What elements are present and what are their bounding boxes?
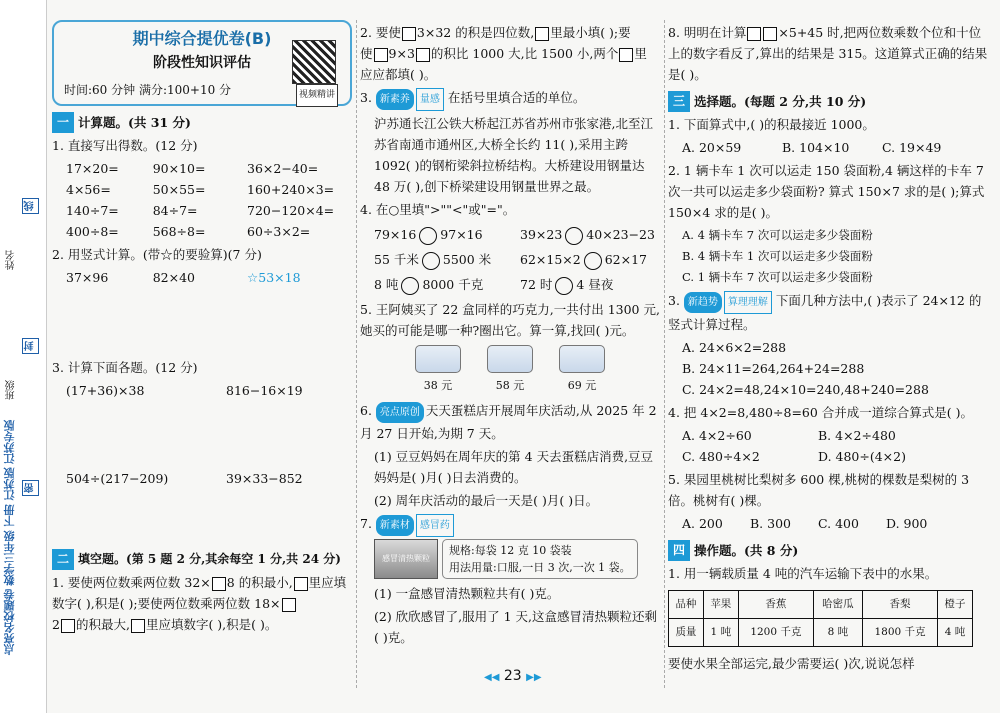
calc-item: 82×40 <box>152 270 195 285</box>
calc-item: 17×20= <box>66 161 119 176</box>
fruit-table: 品种 苹果 香蕉 哈密瓜 香梨 橙子 质量 1 吨 1200 千克 8 吨 1800 千克 4 吨 <box>668 590 973 647</box>
calc-item: 50×55= <box>152 182 206 197</box>
calc-item: 39×33−852 <box>226 471 303 486</box>
calc-item: 84÷7= <box>152 203 198 218</box>
calc-item: 90×10= <box>152 161 206 176</box>
bind-secret-label: 密 <box>22 480 39 496</box>
calc-item: 568÷8= <box>152 224 206 239</box>
qr-caption: 视频精讲 <box>296 84 338 107</box>
chocolate-box-3[interactable]: 69 元 <box>559 345 605 396</box>
column-divider <box>664 20 665 688</box>
series-label: 点亮名校题卷 数学三年级 下册 江苏版 江苏专版 <box>3 420 16 656</box>
sub-question: (2) 欣欣感冒了,服用了 1 天,这盒感冒清热颗粒还剩( )克。 <box>374 609 658 645</box>
question: 5. 王阿姨买了 22 盒同样的巧克力,一共付出 1300 元,她买的可能是哪一种?圈出它。算一算,找回( )元。 <box>360 302 660 338</box>
question: 5. 果园里桃树比梨树多 600 棵,桃树的棵数是梨树的 3 倍。桃树有( )棵。 <box>668 472 970 508</box>
question: 2. 要使 3×32 的积是四位数, 里最小填( );要 使 9×3 的积比 1000 大,比 1500 小,两个 里 应应都填( )。 <box>360 25 647 82</box>
class-field-label: 班级 <box>6 380 17 400</box>
question: 7. 新素材 感冒药 <box>360 513 660 537</box>
calc-item: 36×2−40= <box>247 161 319 176</box>
question: 4. 把 4×2=8,480÷8=60 合并成一道综合算式是( )。 <box>668 405 974 420</box>
calc-item: 504÷(217−209) <box>66 471 169 486</box>
section-heading: 四 操作题。(共 8 分) <box>668 540 988 561</box>
section-heading: 二 填空题。(第 5 题 2 分,其余每空 1 分,共 24 分) <box>52 549 352 570</box>
medicine-info: 感冒清热颗粒 规格:每袋 12 克 10 袋装 用法用量:口服,一日 3 次,一次 1 袋。 <box>374 539 660 579</box>
calc-item: (17+36)×38 <box>66 383 145 398</box>
qr-code-icon[interactable] <box>292 40 336 84</box>
question: 8. 明明在计算 ×5+45 时,把两位数乘数个位和十位上的数字看反了,算出的结果是 315。这道算式正确的结果是( )。 <box>668 25 988 82</box>
question-text: 要使水果全部运完,最少需要运( )次,说说怎样 <box>668 656 915 671</box>
binding-strip <box>0 0 47 713</box>
calc-item: 37×96 <box>66 270 109 285</box>
chocolate-box-2[interactable]: 58 元 <box>487 345 533 396</box>
question: 2. 用竖式计算。(带☆的要验算)(7 分) <box>52 247 262 262</box>
calc-item: 160+240×3= <box>247 182 335 197</box>
page-number: ◀◀ 23 ▶▶ <box>484 668 542 684</box>
sub-question: (1) 豆豆妈妈在周年庆的第 4 天去蛋糕店消费,豆豆妈妈是( )月( )日去消费的。 <box>374 449 654 485</box>
calc-item: 140÷7= <box>66 203 119 218</box>
question: 6. 亮点原创 天天蛋糕店开展周年庆活动,从 2025 年 2 月 27 日开始,为期 7 天。 <box>360 403 657 441</box>
question: 1. 要使两位数乘两位数 32× 8 的积最小, 里应填 数字( ),积是( );要使两位数乘两位数 18× 2 的积最大, 里应填数字( ),积是( )。 <box>52 575 347 632</box>
title-box <box>52 20 352 106</box>
column-1 <box>52 20 352 637</box>
question: 2. 1 辆卡车 1 次可以运走 150 袋面粉,4 辆这样的卡车 7 次一共可以运走多少袋面粉? 算式 150×7 求的是( );算式 150×4 求的是( )。 <box>668 163 985 220</box>
section-heading: 三 选择题。(每题 2 分,共 10 分) <box>668 91 988 112</box>
question: 1. 下面算式中,( )的积最接近 1000。 <box>668 117 875 132</box>
chocolate-box-1[interactable]: 38 元 <box>415 345 461 396</box>
calc-item: 720−120×4= <box>247 203 335 218</box>
calc-item: 4×56= <box>66 182 111 197</box>
question: 3. 新素养 量感 在括号里填合适的单位。 <box>360 87 660 111</box>
name-field-label: 姓名 <box>6 250 17 270</box>
question: 3. 新趋势 算理理解 下面几种方法中,( )表示了 24×12 的竖式计算过程。 <box>668 293 982 332</box>
chocolate-options <box>360 345 660 396</box>
question: 1. 用一辆载质量 4 吨的汽车运输下表中的水果。 <box>668 566 938 581</box>
calc-item: ☆53×18 <box>247 270 301 285</box>
calc-item: 60÷3×2= <box>247 224 311 239</box>
page-subtitle: 阶段性知识评估 <box>153 55 251 71</box>
question: 3. 计算下面各题。(12 分) <box>52 360 198 375</box>
bind-seal-label: 封 <box>22 338 39 354</box>
calc-item: 400÷8= <box>66 224 119 239</box>
page-title: 期中综合提优卷(B) <box>132 29 272 48</box>
question: 4. 在○里填">""<"或"="。 <box>360 202 516 217</box>
question-text: 沪苏通长江公铁大桥起江苏省苏州市张家港,北至江苏省南通市通州区,大桥全长约 11( ),采用主跨 1092( )的钢桁梁斜拉桥结构。大桥建设用钢量达 48 万( ),创下桥梁建设用钢量世界之最。 <box>374 116 653 194</box>
sub-question: (1) 一盒感冒清热颗粒共有( )克。 <box>374 586 560 601</box>
bind-line-label: 线 <box>22 198 39 214</box>
question: 1. 直接写出得数。(12 分) <box>52 138 198 153</box>
sub-question: (2) 周年庆活动的最后一天是( )月( )日。 <box>374 493 599 508</box>
calc-item: 816−16×19 <box>226 383 303 398</box>
column-2: 2. 要使 3×32 的积是四位数, 里最小填( );要 使 9×3 的积比 1000 大,比 1500 小,两个 里 应应都填( )。 3. 新素养 量感 在括号里填合适的单位。 沪苏通长江公铁大桥起江苏省苏州市张家港,北至江苏省南通市通州区,大桥全长约 11( ),采用主跨 1092( )的钢桁梁斜拉桥结构。大桥建设用钢量达 48 万( ),创下桥梁建设用钢量世界之最。 4. 在○里填">""<"或"="。 79×16 97×16 39×23 40×23−23 55 千米 5500 米 62×15×2 62×17 8 吨 8000 千克 72 时 4 昼夜 5. 王阿姨买了 22 盒同样的巧克力,一共付出 1300 元,她买的可能是哪一种?圈出它。算一算,找回( )元。 38 元 58 元 69 元 6. 亮点原创 天天蛋糕店开展周年庆活动,从 2025 年 2 月 27 日开始,为期 7 天。 (1) 豆豆妈妈在周年庆的第 4 天去蛋糕店消费,豆豆妈妈是( )月( )日去消费的。 (2) 周年庆活动的最后一天是( )月( )日。 7. 新素材 感冒药 感冒清热颗粒 规格:每袋 12 克 10 袋装 用法用量:口服,一日 3 次,一次 1 袋。 (1) 一盒感冒清热颗粒共有( )克。 (2) 欣欣感冒了,服用了 1 天,这盒感冒清热颗粒还剩( )克。 <box>360 20 660 650</box>
section-heading: 一 计算题。(共 31 分) <box>52 112 352 133</box>
column-3: 8. 明明在计算 ×5+45 时,把两位数乘数个位和十位上的数字看反了,算出的结果是 315。这道算式正确的结果是( )。 三 选择题。(每题 2 分,共 10 分) 1. 下面算式中,( )的积最接近 1000。 A. 20×59 B. 104×10 C. 19×49 2. 1 辆卡车 1 次可以运走 150 袋面粉,4 辆这样的卡车 7 次一共可以运走多少袋面粉? 算式 150×7 求的是( );算式 150×4 求的是( )。 A. 4 辆卡车 7 次可以运走多少袋面粉 B. 4 辆卡车 1 次可以运走多少袋面粉 C. 1 辆卡车 7 次可以运走多少袋面粉 3. 新趋势 算理理解 下面几种方法中,( )表示了 24×12 的竖式计算过程。 A. 24×6×2=288 B. 24×11=264,264+24=288 C. 24×2=48,24×10=240,48+240=288 4. 把 4×2=8,480÷8=60 合并成一道综合算式是( )。 A. 4×2÷60 B. 4×2÷480 C. 480÷4×2 D. 480÷(4×2) 5. 果园里桃树比梨树多 600 棵,桃树的棵数是梨树的 3 倍。桃树有( )棵。 A. 200 B. 300 C. 400 D. 900 四 操作题。(共 8 分) 1. 用一辆载质量 4 吨的汽车运输下表中的水果。 品种 苹果 香蕉 哈密瓜 香梨 橙子 质量 1 吨 1200 千克 8 吨 1800 千克 4 吨 要使水果全部运完,最少需要运( )次,说说怎样 <box>668 20 988 676</box>
column-divider <box>356 20 357 688</box>
exam-meta: 时间:60 分钟 满分:100+10 分 <box>64 83 232 97</box>
medicine-box-image: 感冒清热颗粒 <box>374 539 438 579</box>
